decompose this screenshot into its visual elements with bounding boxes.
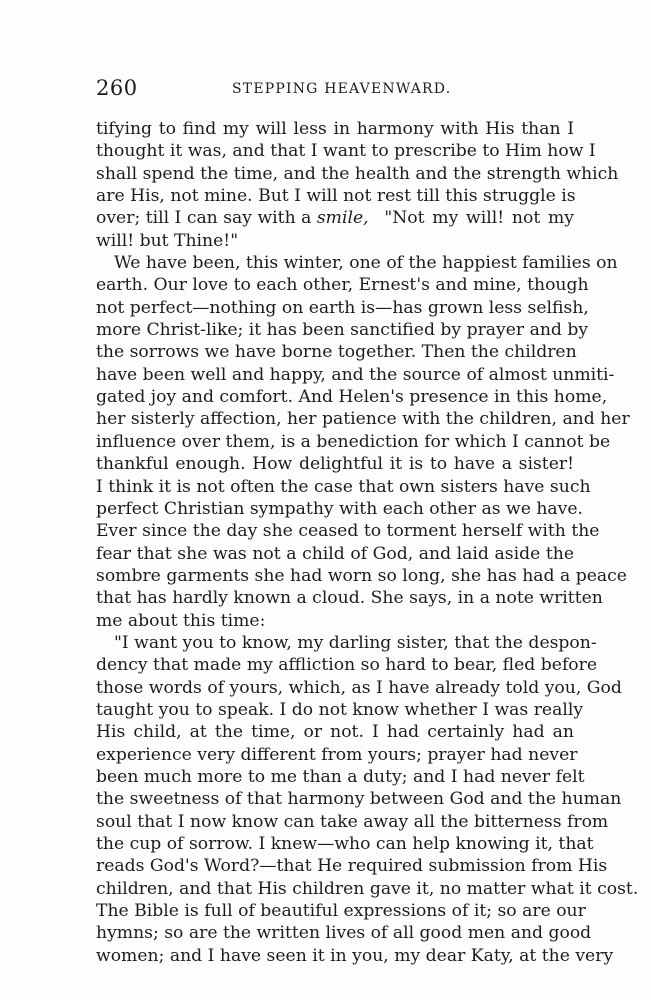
text-line: experience very different from yours; prayer had never bbox=[96, 744, 578, 765]
text-line: shall spend the time, and the health and the strength which bbox=[96, 163, 619, 184]
text-line: hymns; so are the written lives of all good men and good bbox=[96, 923, 592, 944]
text-line: tifying to find my will less in harmony with His than I bbox=[96, 119, 574, 139]
running-title: STEPPING HEAVENWARD. bbox=[232, 81, 452, 97]
text-line: thought it was, and that I want to prescribe to Him how I bbox=[96, 141, 596, 162]
text-line: more Christ-like; it has been sanctified by prayer and by bbox=[96, 320, 589, 341]
text-line: thankful enough. How delightful it is to have a sister! bbox=[96, 454, 574, 475]
body-text bbox=[96, 118, 639, 967]
paragraph-first-line: We have been, this winter, one of the happiest families on bbox=[114, 253, 618, 274]
text-line: me about this time: bbox=[96, 610, 266, 631]
text-line: the cup of sorrow. I knew—who can help knowing it, that bbox=[96, 834, 594, 854]
text-line: soul that I now know can take away all the bitterness from bbox=[96, 811, 609, 832]
text-line: the sorrows we have borne together. Then the children bbox=[96, 342, 577, 363]
text-line: not perfect—nothing on earth is—has grown less selfish, bbox=[96, 297, 589, 318]
text-line: the sweetness of that harmony between God and the human bbox=[96, 789, 622, 810]
text-line: fear that she was not a child of God, and laid aside the bbox=[96, 543, 574, 564]
text-line: perfect Christian sympathy with each other as we have. bbox=[96, 498, 584, 519]
text-line: earth. Our love to each other, Ernest's and mine, though bbox=[96, 275, 589, 296]
text-line: her sisterly affection, her patience with the children, and her bbox=[96, 409, 630, 430]
text-line: His child, at the time, or not. I had certainly had an bbox=[96, 722, 574, 743]
text-line: dency that made my affliction so hard to bear, fled before bbox=[96, 655, 598, 676]
text-line: influence over them, is a benediction for which I cannot be bbox=[96, 431, 611, 452]
text-line: The Bible is full of beautiful expressions of it; so are our bbox=[96, 901, 586, 922]
running-head bbox=[96, 76, 574, 102]
paragraph-first-line: "I want you to know, my darling sister, that the despon- bbox=[114, 632, 597, 653]
page-number: 260 bbox=[96, 76, 138, 100]
text-line: Ever since the day she ceased to torment herself with the bbox=[96, 521, 600, 542]
text-line bbox=[96, 207, 574, 229]
text-line: those words of yours, which, as I have already told you, God bbox=[96, 677, 622, 698]
text-line: will! but Thine!" bbox=[96, 230, 239, 251]
text-line: I think it is not often the case that own sisters have such bbox=[96, 476, 591, 497]
text-line: gated joy and comfort. And Helen's presence in this home, bbox=[96, 387, 608, 408]
text-fragment: "Not my will! not my bbox=[376, 208, 574, 229]
emphasis-text: smile, bbox=[316, 208, 369, 229]
text-line: have been well and happy, and the source of almost unmiti- bbox=[96, 364, 615, 385]
text-line: that has hardly known a cloud. She says, in a note written bbox=[96, 588, 603, 609]
text-line: are His, not mine. But I will not rest till this struggle is bbox=[96, 186, 576, 207]
text-line: been much more to me than a duty; and I had never felt bbox=[96, 766, 585, 787]
text-line: reads God's Word?—that He required submission from His bbox=[96, 856, 608, 877]
text-line: children, and that His children gave it, no matter what it cost. bbox=[96, 878, 639, 899]
text-fragment: over; till I can say with a bbox=[96, 208, 317, 229]
text-line: taught you to speak. I do not know whether I was really bbox=[96, 699, 584, 720]
text-line: women; and I have seen it in you, my dear Katy, at the very bbox=[96, 945, 614, 966]
text-line: sombre garments she had worn so long, she has had a peace bbox=[96, 565, 627, 586]
